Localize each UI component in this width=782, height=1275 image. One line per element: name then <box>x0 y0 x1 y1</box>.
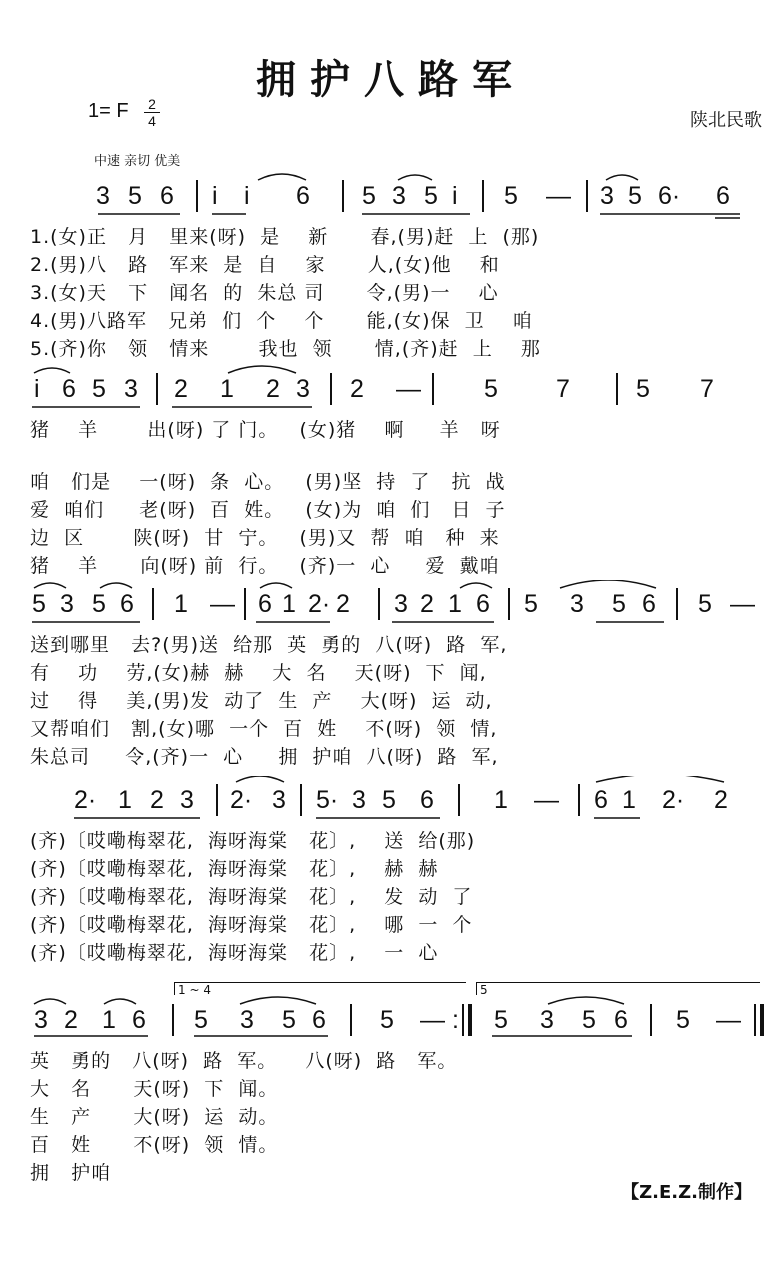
tempo-marking: 中速 亲切 优美 <box>94 154 181 169</box>
note-row: 2· 1 2 3 2· 3 5· 3 5 6 1 — 6 1 2· 2 <box>74 786 728 814</box>
lyric-line: 英 勇的 八(呀) 路 军。 八(呀) 路 军。 <box>30 1050 458 1072</box>
lyric-line: 边 区 陕(呀) 甘 宁。 (男)又 帮 咱 种 来 <box>30 527 500 549</box>
song-origin: 陕北民歌 <box>690 110 762 131</box>
lyric-line: 送到哪里 去?(男)送 给那 英 勇的 八(呀) 路 军, <box>30 634 508 656</box>
note-row: i 6 5 3 2 1 2 3 2 — 5 7 5 7 <box>34 375 714 403</box>
lyric-line: 猪 羊 出(呀) 了 门。 (女)猪 啊 羊 呀 <box>30 419 501 441</box>
lyric-line: (齐)〔哎嘞梅翠花, 海呀海棠 花〕, 发 动 了 <box>30 886 473 908</box>
lyric-line: 4.(男)八路军 兄弟 们 个 个 能,(女)保 卫 咱 <box>30 310 533 332</box>
lyric-line: 大 名 天(呀) 下 闻。 <box>30 1078 279 1100</box>
lyric-line: (齐)〔哎嘞梅翠花, 海呀海棠 花〕, 送 给(那) <box>30 830 476 852</box>
key-signature: 1= F <box>88 100 129 122</box>
first-ending-bracket: 1 ~ 4 <box>174 982 466 995</box>
lyric-line: (齐)〔哎嘞梅翠花, 海呀海棠 花〕, 赫 赫 <box>30 858 439 880</box>
note-row: 3 2 1 6 5 3 5 6 5 — : 5 3 5 6 5 — <box>0 996 782 1046</box>
lyric-line: 3.(女)天 下 闻名 的 朱总 司 令,(男)一 心 <box>30 282 499 304</box>
note-row: 5 3 5 6 1 — 6 1 2· 2 3 2 1 6 5 3 5 6 5 — <box>32 590 755 618</box>
lyric-line: 1.(女)正 月 里来(呀) 是 新 春,(男)赶 上 (那) <box>30 226 540 248</box>
lyric-line: (齐)〔哎嘞梅翠花, 海呀海棠 花〕, 一 心 <box>30 942 439 964</box>
time-signature <box>144 97 160 128</box>
time-signature-bottom: 4 <box>148 113 156 129</box>
note-row: 3 5 6 i i 6 5 3 5 i 5 — 3 5 6· 6 <box>96 182 730 210</box>
song-title: 拥护八路军 <box>256 57 526 103</box>
lyric-line: 百 姓 不(呀) 领 情。 <box>30 1134 279 1156</box>
lyric-line: 咱 们是 一(呀) 条 心。 (男)坚 持 了 抗 战 <box>30 471 506 493</box>
lyric-line: 拥 护咱 <box>30 1162 112 1184</box>
lyric-line: 爱 咱们 老(呀) 百 姓。 (女)为 咱 们 日 子 <box>30 499 506 521</box>
lyric-line: 猪 羊 向(呀) 前 行。 (齐)一 心 爱 戴咱 <box>30 555 500 577</box>
second-ending-bracket: 5 <box>476 982 760 995</box>
lyric-line: 有 功 劳,(女)赫 赫 大 名 天(呀) 下 闻, <box>30 662 487 684</box>
time-signature-top: 2 <box>148 96 156 112</box>
lyric-line: 5.(齐)你 领 情来 我也 领 情,(齐)赶 上 那 <box>30 338 541 360</box>
lyric-line: 2.(男)八 路 军来 是 自 家 人,(女)他 和 <box>30 254 500 276</box>
lyric-line: 生 产 大(呀) 运 动。 <box>30 1106 279 1128</box>
lyric-line: 朱总司 令,(齐)一 心 拥 护咱 八(呀) 路 军, <box>30 746 499 768</box>
lyric-line: (齐)〔哎嘞梅翠花, 海呀海棠 花〕, 哪 一 个 <box>30 914 473 936</box>
lyric-line: 过 得 美,(男)发 动了 生 产 大(呀) 运 动, <box>30 690 493 712</box>
credit-stamp: 【Z.E.Z.制作】 <box>621 1182 752 1203</box>
lyric-line: 又帮咱们 割,(女)哪 一个 百 姓 不(呀) 领 情, <box>30 718 498 740</box>
